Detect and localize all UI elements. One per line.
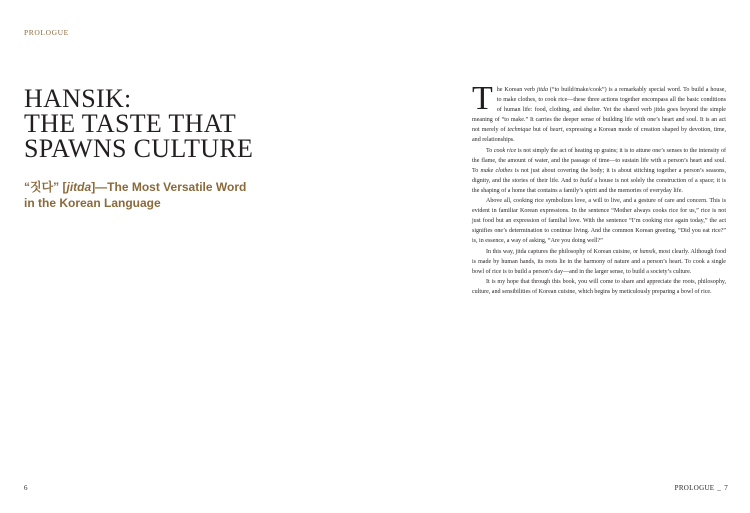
title-line: HANSIK: bbox=[24, 84, 132, 113]
italic-term: make clothes bbox=[480, 167, 513, 174]
text-run: is not simply the act of heating up grains; it is to attune one’s senses to the intensity of the flame, the amount of water, and the passage of time—to sustain life with a person’s heart and soul. To bbox=[472, 147, 727, 174]
chapter-title bbox=[24, 86, 324, 161]
drop-cap: T bbox=[472, 80, 493, 117]
text-run: but of bbox=[531, 127, 550, 134]
running-head: PROLOGUE bbox=[24, 28, 69, 37]
paragraph bbox=[472, 146, 726, 196]
text-run: , most clearly. Although food is made by human hands, its roots lie in the harmony of nature and a person’s heart. To cook a single bowl of rice is to build a person’s day—and in the larger sense, to build a society’s culture. bbox=[472, 248, 727, 275]
page-number-left: 6 bbox=[24, 484, 28, 492]
text-run: a house is not solely the construction of a space; it is the shaping of a home that contains a family’s spirit and the memories of everyday life. bbox=[472, 177, 726, 194]
title-line: THE TASTE THAT bbox=[24, 109, 237, 138]
folio-separator: _ bbox=[717, 484, 722, 492]
subtitle-italic: jitda bbox=[66, 180, 92, 194]
subtitle-line2: in the Korean Language bbox=[24, 196, 161, 210]
prologue-body bbox=[472, 80, 727, 297]
text-run: he Korean verb bbox=[496, 87, 537, 93]
page-number-right: 7 bbox=[724, 484, 728, 492]
page-folio-right bbox=[675, 484, 728, 492]
folio-label: PROLOGUE bbox=[674, 484, 715, 492]
italic-term: cook rice bbox=[493, 147, 517, 154]
italic-term: heart bbox=[549, 127, 563, 134]
text-run: To bbox=[486, 147, 494, 154]
text-run: , expressing a Korean mode of creation shaped by devotion, time, and relationships. bbox=[472, 127, 726, 144]
paragraph bbox=[472, 247, 726, 277]
subtitle-pre: “짓다” [ bbox=[24, 180, 67, 194]
paragraph: Above all, cooking rice symbolizes love, a will to live, and a gesture of care and concern. This is evident in familiar Korean expressions. In the sentence “Mother always cooks rice for us,” rice is not just food but an expression of familial love. With the sentence “I’m cooking rice again today,” the act signifies one’s determination to continue living. And the common Korean greeting, “Did you eat rice?” is, in essence, a way of asking, “Are you doing well?” bbox=[472, 198, 726, 245]
paragraph: It is my hope that through this book, you will come to share and appreciate the roots, philosophy, culture, and sensibilities of Korean cuisine, which begins by meticulously preparing a bowl of rice. bbox=[472, 278, 726, 295]
chapter-subtitle bbox=[24, 179, 264, 211]
paragraph bbox=[472, 80, 726, 146]
title-line: SPAWNS CULTURE bbox=[24, 134, 254, 163]
italic-term: technique bbox=[507, 127, 532, 134]
text-run: In this way, jitda captures the philosophy of Korean cuisine, or bbox=[486, 248, 640, 255]
italic-term: hansik bbox=[639, 248, 656, 255]
italic-term: build bbox=[579, 177, 593, 184]
text-run: is not just about covering the body; it is about stitching together a person’s seasons, dignity, and the stories of their life. And to bbox=[472, 167, 726, 184]
subtitle-post: ]—The Most Versatile Word bbox=[91, 180, 247, 194]
italic-term: jitda bbox=[536, 87, 548, 93]
text-run: (“to build/make/cook”) is a remarkably special word. To build a house, to make clothes, to cook rice—these three actions together encompass all the basic conditions of human life: food, clothing, and shelter. Yet the shared verb jitda goes beyond the simple meaning of “to make.” It carries the deeper sense of building life with one’s heart and soul. It is an act not merely of bbox=[472, 87, 726, 134]
